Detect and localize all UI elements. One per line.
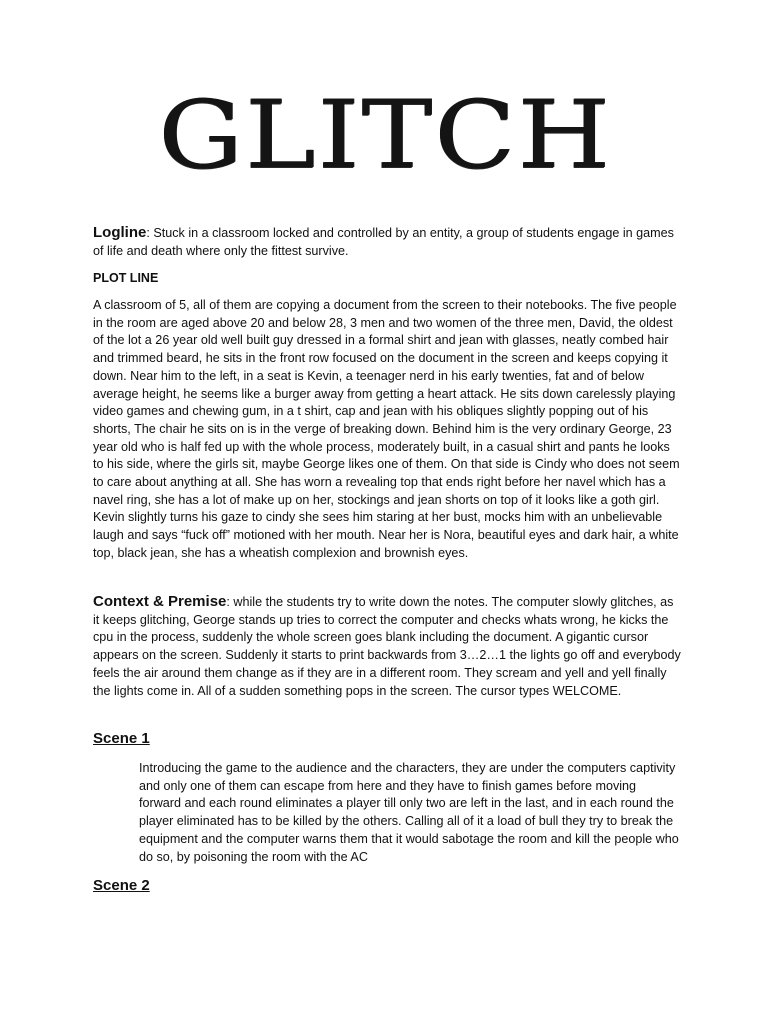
context-label: Context & Premise xyxy=(93,593,227,610)
scene-2-heading: Scene 2 xyxy=(93,877,150,894)
plot-line-paragraph: A classroom of 5, all of them are copying a document from the screen to their notebooks. The five people in the room are aged above 20 and below 28, 3 men and two women of the three men, David, the oldest of the lot a 26 year old well built guy dressed in a formal shirt and jean with glasses, neatly combed hair and trimmed beard, he sits in the front row focused on the document in the screen and keeps copying it down. Near him to the left, in a seat is Kevin, a teenager nerd in his early twenties, fat and of below average height, he seems like a burger away from getting a heart attack. He sits down carelessly playing video games and chewing gum, in a t shirt, cap and jean with his obliques slightly popping out of his shorts, The chair he sits on is in the verge of breaking down. Behind him is the very ordinary George, 23 year old who is half fed up with the whole process, moderately built, in a casual shirt and pants he looks to his side, where the girls sit, maybe George likes one of them. On that side is Cindy who does not seem to care about anything at all. She has worn a revealing top that ends right before her navel which has a navel ring, she has a lot of make up on her, stockings and jean shorts on top of it looks like a goth girl. Kevin slightly turns his gaze to cindy she sees him staring at her bust, mocks him with an unbelievable laugh and says “fuck off” motioned with her mouth. Near her is Nora, beautiful eyes and dark hair, a white top, black jean, she has a wheatish complexion and brownish eyes. xyxy=(93,298,680,560)
logline-text: : Stuck in a classroom locked and controlled by an entity, a group of students engage in games of life and death where only the fittest survive. xyxy=(93,226,674,258)
logline-paragraph xyxy=(93,224,683,260)
logline-label: Logline xyxy=(93,224,147,241)
scene-1-paragraph: Introducing the game to the audience and the characters, they are under the computers captivity and only one of them can escape from here and they have to finish games before moving forward and each round eliminates a player till only two are left in the last, and in each round the player eliminated has to be killed by the others. Calling all of it a load of bull they try to break the equipment and the computer warns them that it would sabotage the room and kill the people who do so, by poisoning the room with the AC xyxy=(139,761,679,864)
plot-line-heading: PLOT LINE xyxy=(93,271,159,285)
scene-1-heading: Scene 1 xyxy=(93,730,150,747)
context-paragraph xyxy=(93,593,683,700)
context-text: : while the students try to write down the notes. The computer slowly glitches, as it keeps glitching, George stands up tries to correct the computer and checks whats wrong, he kicks the cpu in the process, suddenly the whole screen goes blank including the document. A gigantic cursor appears on the screen. Suddenly it starts to print backwards from 3…2…1 the lights go off and everybody feels the air around them change as if they are in a different room. They scream and yell and yell finally the lights come in. All of a sudden something pops in the screen. The cursor types WELCOME. xyxy=(93,595,681,698)
document-title: GLITCH xyxy=(158,79,612,190)
